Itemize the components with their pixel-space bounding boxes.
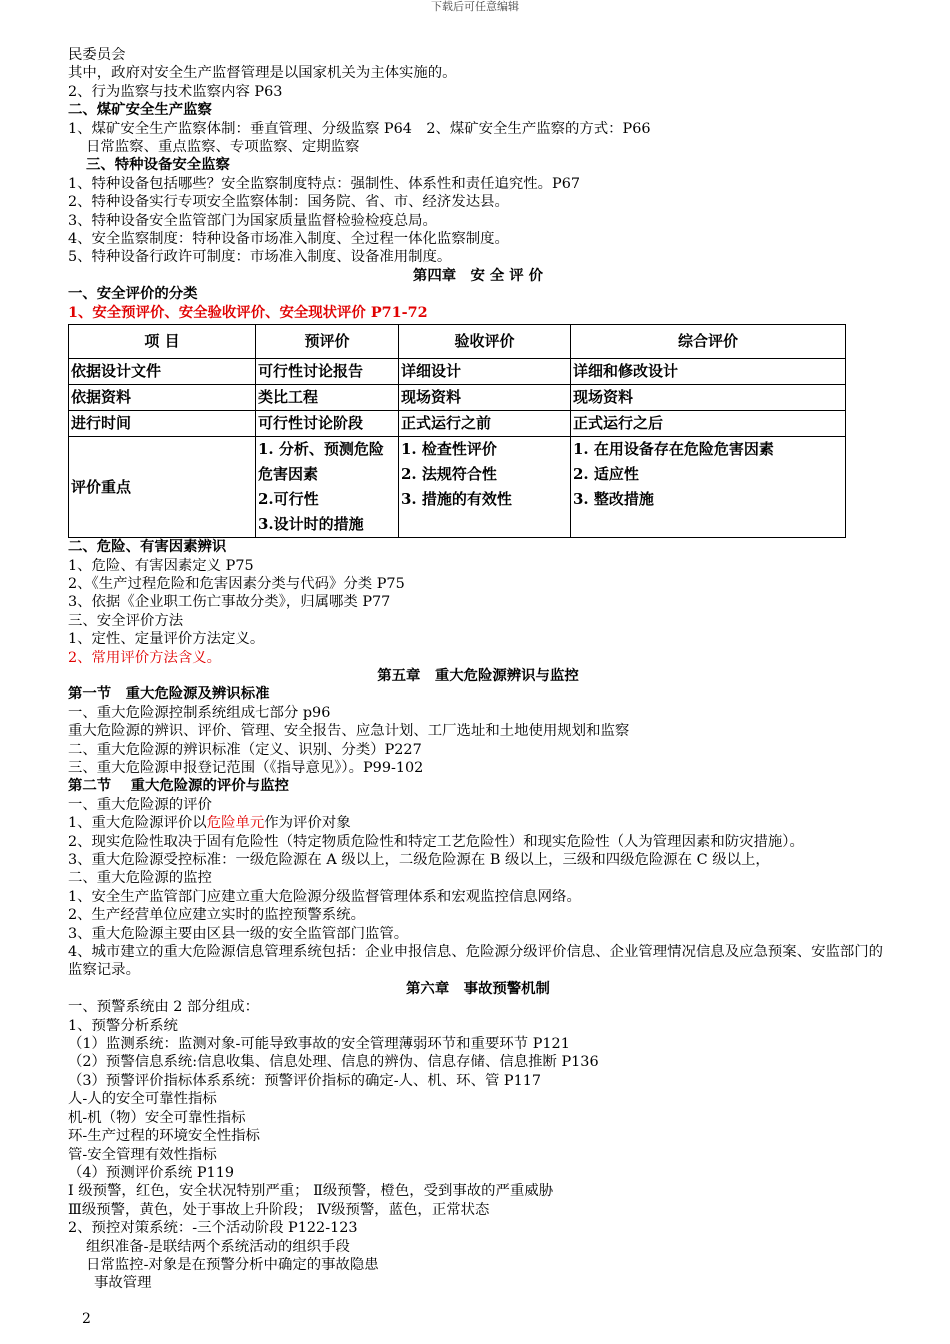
table-row-focus bbox=[69, 437, 846, 538]
table-cell: 详细设计 bbox=[399, 359, 571, 385]
page-header: 下载后可任意编辑 bbox=[431, 0, 519, 13]
highlight-text: 危险单元 bbox=[206, 815, 265, 832]
table-row bbox=[69, 385, 846, 411]
table-header-cell: 预评价 bbox=[256, 325, 399, 359]
text-line: （2）预警信息系统:信息收集、信息处理、信息的辨伪、信息存储、信息推断 P136 bbox=[68, 1054, 599, 1071]
text-line: 第五章 重大危险源辨识与监控 bbox=[377, 666, 579, 684]
cell-line: 2. 法规符合性 bbox=[401, 465, 497, 484]
text-line: 一、重大危险源控制系统组成七部分 p96 bbox=[68, 704, 331, 721]
table-cell: 详细和修改设计 bbox=[571, 359, 846, 385]
text-line: 2、预控对策系统：-三个活动阶段 P122-123 bbox=[68, 1220, 358, 1237]
text-line: 日常监控-对象是在预警分析中确定的事故隐患 bbox=[86, 1256, 379, 1273]
text-line: 二、重大危险源的监控 bbox=[68, 870, 212, 887]
text-line: 1、特种设备包括哪些？安全监察制度特点：强制性、体系性和责任追究性。P67 bbox=[68, 175, 581, 192]
text-line: 2、生产经营单位应建立实时的监控预警系统。 bbox=[68, 907, 365, 924]
text-line: 3、重大危险源受控标准：一级危险源在 A 级以上，二级危险源在 B 级以上，三级和四级危险源在 C 级以上， bbox=[68, 852, 770, 868]
table-cell: 进行时间 bbox=[69, 411, 256, 437]
text-line: 第二节 重大危险源的评价与监控 bbox=[68, 777, 289, 795]
text-line: 5、特种设备行政许可制度：市场准入制度、设备准用制度。 bbox=[68, 249, 452, 266]
text-line: 3、特种设备安全监管部门为国家质量监督检验检疫总局。 bbox=[68, 212, 437, 229]
cell-line: 危害因素 bbox=[258, 465, 319, 484]
section-supervision bbox=[68, 46, 888, 322]
page-number: 2 bbox=[82, 1311, 91, 1327]
table-cell bbox=[256, 437, 399, 538]
text-line: （4）预测评价系统 P119 bbox=[68, 1164, 235, 1181]
cell-line: 3.设计时的措施 bbox=[258, 515, 364, 534]
text-line: 机-机（物）安全可靠性指标 bbox=[68, 1109, 246, 1126]
text-line: （3）预警评价指标体系系统：预警评价指标的确定-人、机、环、管 P117 bbox=[68, 1072, 542, 1089]
table-cell: 正式运行之后 bbox=[571, 411, 846, 437]
text-line: 1、煤矿安全生产监察体制：垂直管理、分级监察 P64 2、煤矿安全生产监察的方式：P66 bbox=[68, 120, 651, 137]
text-line: 三、重大危险源申报登记范围（《指导意见》）。P99-102 bbox=[68, 759, 424, 776]
text-line: 1、安全预评价、安全验收评价、安全现状评价 P71-72 bbox=[68, 303, 428, 321]
cell-line: 2.可行性 bbox=[258, 490, 319, 509]
table-header-row bbox=[69, 325, 846, 359]
text-line: 一、安全评价的分类 bbox=[68, 285, 198, 303]
text-line: 组织准备-是联结两个系统活动的组织手段 bbox=[86, 1238, 350, 1255]
text-line: 2、现实危险性取决于固有危险性（特定物质危险性和特定工艺危险性）和现实危险性（人为管理因素和防灾措施）。 bbox=[68, 833, 804, 850]
text-line: 一、预警系统由 2 部分组成： bbox=[68, 999, 259, 1016]
table-row bbox=[69, 359, 846, 385]
text-line: 4、安全监察制度：特种设备市场准入制度、全过程一体化监察制度。 bbox=[68, 231, 509, 248]
table-cell: 正式运行之前 bbox=[399, 411, 571, 437]
text-line: （1）监测系统：监测对象-可能导致事故的安全管理薄弱环节和重要环节 P121 bbox=[68, 1036, 570, 1053]
table-cell: 类比工程 bbox=[256, 385, 399, 411]
text-line: 其中，政府对安全生产监督管理是以国家机关为主体实施的。 bbox=[68, 65, 457, 82]
text-line: 日常监察、重点监察、专项监察、定期监察 bbox=[86, 139, 360, 156]
cell-line: 1. 检查性评价 bbox=[401, 440, 497, 459]
text-line: 1、危险、有害因素定义 P75 bbox=[68, 557, 254, 574]
table-cell bbox=[399, 437, 571, 538]
text-line: 三、特种设备安全监察 bbox=[86, 156, 230, 174]
text-line: 民委员会 bbox=[68, 47, 126, 63]
section-warning bbox=[68, 833, 888, 1293]
table-header-cell: 验收评价 bbox=[399, 325, 571, 359]
cell-line: 2. 适应性 bbox=[573, 465, 639, 484]
table-cell: 依据资料 bbox=[69, 385, 256, 411]
text-line: 事故管理 bbox=[94, 1275, 152, 1292]
text-fragment: 作为评价对象 bbox=[264, 815, 351, 832]
text-line: 2、行为监察与技术监察内容 P63 bbox=[68, 83, 283, 100]
table-cell: 现场资料 bbox=[399, 385, 571, 411]
text-line: 二、危险、有害因素辨识 bbox=[68, 538, 227, 556]
text-line: Ⅲ级预警，黄色，处于事故上升阶段； Ⅳ级预警，蓝色，正常状态 bbox=[68, 1201, 490, 1218]
text-line bbox=[68, 814, 888, 832]
text-line: 二、重大危险源的辨识标准（定义、识别、分类）P227 bbox=[68, 741, 422, 758]
text-line: 第六章 事故预警机制 bbox=[406, 979, 550, 997]
evaluation-table bbox=[68, 324, 846, 538]
table-cell: 依据设计文件 bbox=[69, 359, 256, 385]
document-body bbox=[68, 46, 888, 1293]
text-line: 2、常用评价方法含义。 bbox=[68, 649, 222, 666]
table-cell bbox=[571, 437, 846, 538]
section-hazards bbox=[68, 538, 888, 814]
text-line: 第一节 重大危险源及辨识标准 bbox=[68, 685, 270, 703]
text-line: 3、重大危险源主要由区县一级的安全监管部门监管。 bbox=[68, 925, 409, 942]
table-header-cell: 综合评价 bbox=[571, 325, 846, 359]
table-cell: 现场资料 bbox=[571, 385, 846, 411]
cell-line: 3. 整改措施 bbox=[573, 490, 654, 509]
text-line: 二、煤矿安全生产监察 bbox=[68, 101, 212, 119]
table-row bbox=[69, 411, 846, 437]
text-line: 重大危险源的辨识、评价、管理、安全报告、应急计划、工厂选址和土地使用规划和监察 bbox=[68, 723, 630, 740]
text-fragment: 1、重大危险源评价以 bbox=[68, 815, 207, 832]
table-header-cell: 项 目 bbox=[69, 325, 256, 359]
text-line: 管-安全管理有效性指标 bbox=[68, 1146, 217, 1163]
table-cell: 可行性讨论报告 bbox=[256, 359, 399, 385]
cell-line: 1. 在用设备存在危险危害因素 bbox=[573, 440, 774, 459]
text-line: 1、定性、定量评价方法定义。 bbox=[68, 631, 265, 648]
text-line: 4、城市建立的重大危险源信息管理系统包括：企业申报信息、危险源分级评价信息、企业管理情况信息及应急预案、安监部门的监察记录。 bbox=[68, 944, 884, 979]
text-line: 3、依据《企业职工伤亡事故分类》，归属哪类 P77 bbox=[68, 594, 391, 611]
text-line: 人-人的安全可靠性指标 bbox=[68, 1091, 217, 1108]
text-line: 一、重大危险源的评价 bbox=[68, 796, 212, 813]
text-line: 2、特种设备实行专项安全监察体制：国务院、省、市、经济发达县。 bbox=[68, 194, 509, 211]
table-cell: 可行性讨论阶段 bbox=[256, 411, 399, 437]
table-cell: 评价重点 bbox=[69, 437, 256, 538]
text-line: 1、预警分析系统 bbox=[68, 1017, 178, 1034]
text-line: 第四章 安 全 评 价 bbox=[412, 266, 544, 284]
text-line: 三、安全评价方法 bbox=[68, 612, 184, 629]
cell-line: 3. 措施的有效性 bbox=[401, 490, 512, 509]
text-line: Ⅰ 级预警，红色，安全状况特别严重； Ⅱ级预警，橙色，受到事故的严重威胁 bbox=[68, 1183, 554, 1200]
cell-line: 1. 分析、预测危险 bbox=[258, 440, 384, 459]
text-line: 1、安全生产监管部门应建立重大危险源分级监督管理体系和宏观监控信息网络。 bbox=[68, 888, 581, 905]
text-line: 2、《生产过程危险和危害因素分类与代码》分类 P75 bbox=[68, 575, 405, 592]
text-line: 环-生产过程的环境安全性指标 bbox=[68, 1128, 260, 1145]
